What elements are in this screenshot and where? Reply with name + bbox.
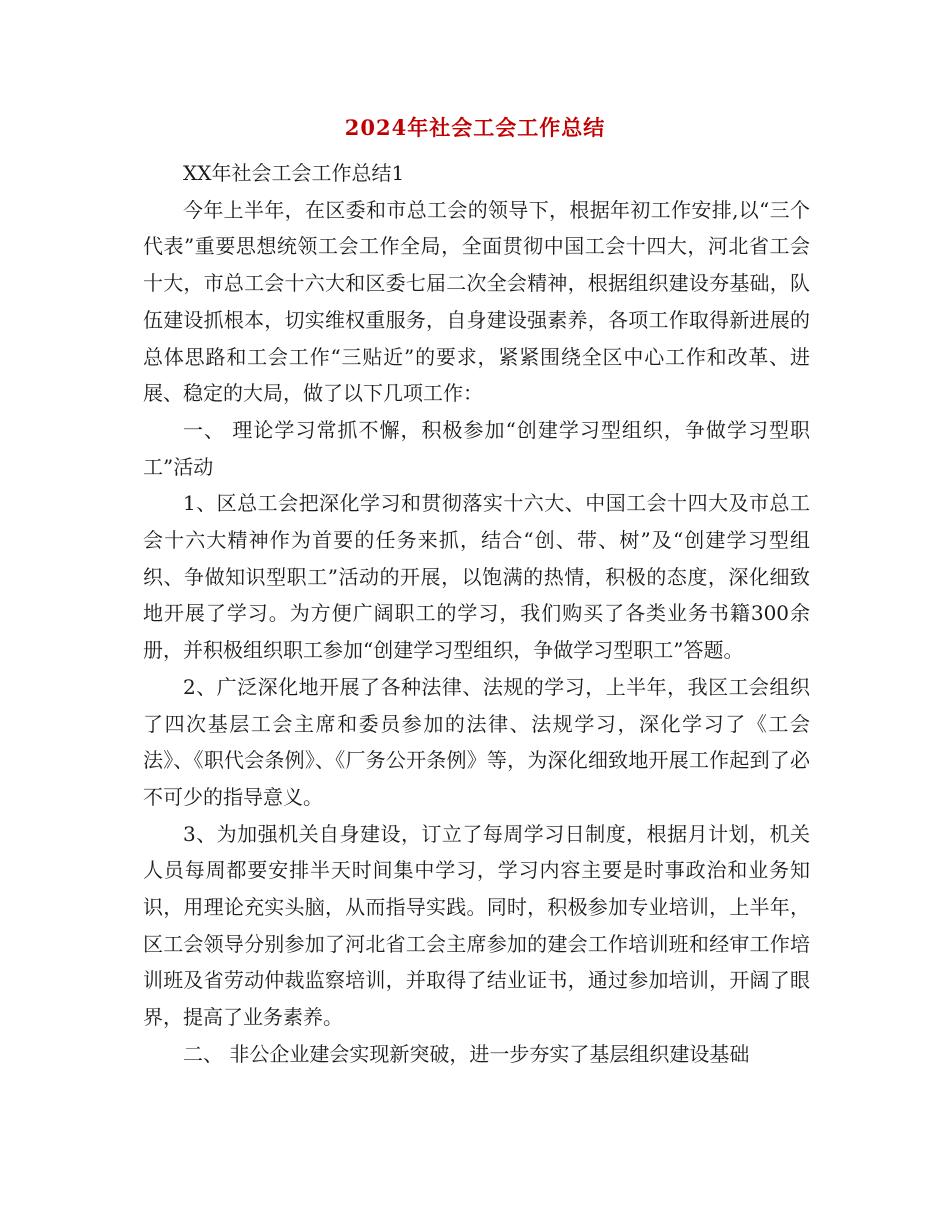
section-heading-1: 一、 理论学习常抓不懈，积极参加“创建学习型组织，争做学习型职工”活动 — [143, 417, 810, 479]
paragraph-item-3: 3、为加强机关自身建设，订立了每周学习日制度，根据月计划，机关人员每周都要安排半天时间集中学习，学习内容主要是时事政治和业务知识，用理论充实头脑，从而指导实践。同时，积极参加专业培训，上半年，区工会领导分别参加了河北省工会主席参加的建会工作培训班和经审工作培训班及省劳动仲裁监察培训，并取得了结业证书，通过参加培训，开阔了眼界，提高了业务素养。 — [143, 821, 810, 1030]
section-heading-2: 二、 非公企业建会实现新突破，进一步夯实了基层组织建设基础 — [183, 1041, 750, 1066]
paragraph-subtitle: XX年社会工会工作总结1 — [183, 161, 405, 185]
paragraph-item-1: 1、区总工会把深化学习和贯彻落实十六大、中国工会十四大及市总工会十六大精神作为首要的任务来抓，结合“创、带、树”及“创建学习型组织、争做知识型职工”活动的开展，以饱满的热情，积极的态度，深化细致地开展了学习。为方便广阔职工的学习，我们购买了各类业务书籍300余册，并积极组织职工参加“创建学习型组织，争做学习型职工”答题。 — [143, 491, 810, 663]
paragraph-intro: 今年上半年，在区委和市总工会的领导下，根据年初工作安排,以“三个代表”重要思想统领工会工作全局，全面贯彻中国工会十四大，河北省工会十大，市总工会十六大和区委七届二次全会精神，根据组织建设夯基础，队伍建设抓根本，切实维权重服务，自身建设强素养，各项工作取得新进展的总体思路和工会工作“三贴近”的要求，紧紧围绕全区中心工作和改革、进展、稳定的大局，做了以下几项工作： — [143, 197, 810, 406]
document-body — [143, 155, 810, 1073]
document-title: 2024年社会工会工作总结 — [344, 115, 606, 140]
paragraph-item-2: 2、广泛深化地开展了各种法律、法规的学习，上半年，我区工会组织了四次基层工会主席和委员参加的法律、法规学习，深化学习了《工会法》、《职代会条例》、《厂务公开条例》等，为深化细致地开展工作起到了必不可少的指导意义。 — [143, 674, 810, 809]
